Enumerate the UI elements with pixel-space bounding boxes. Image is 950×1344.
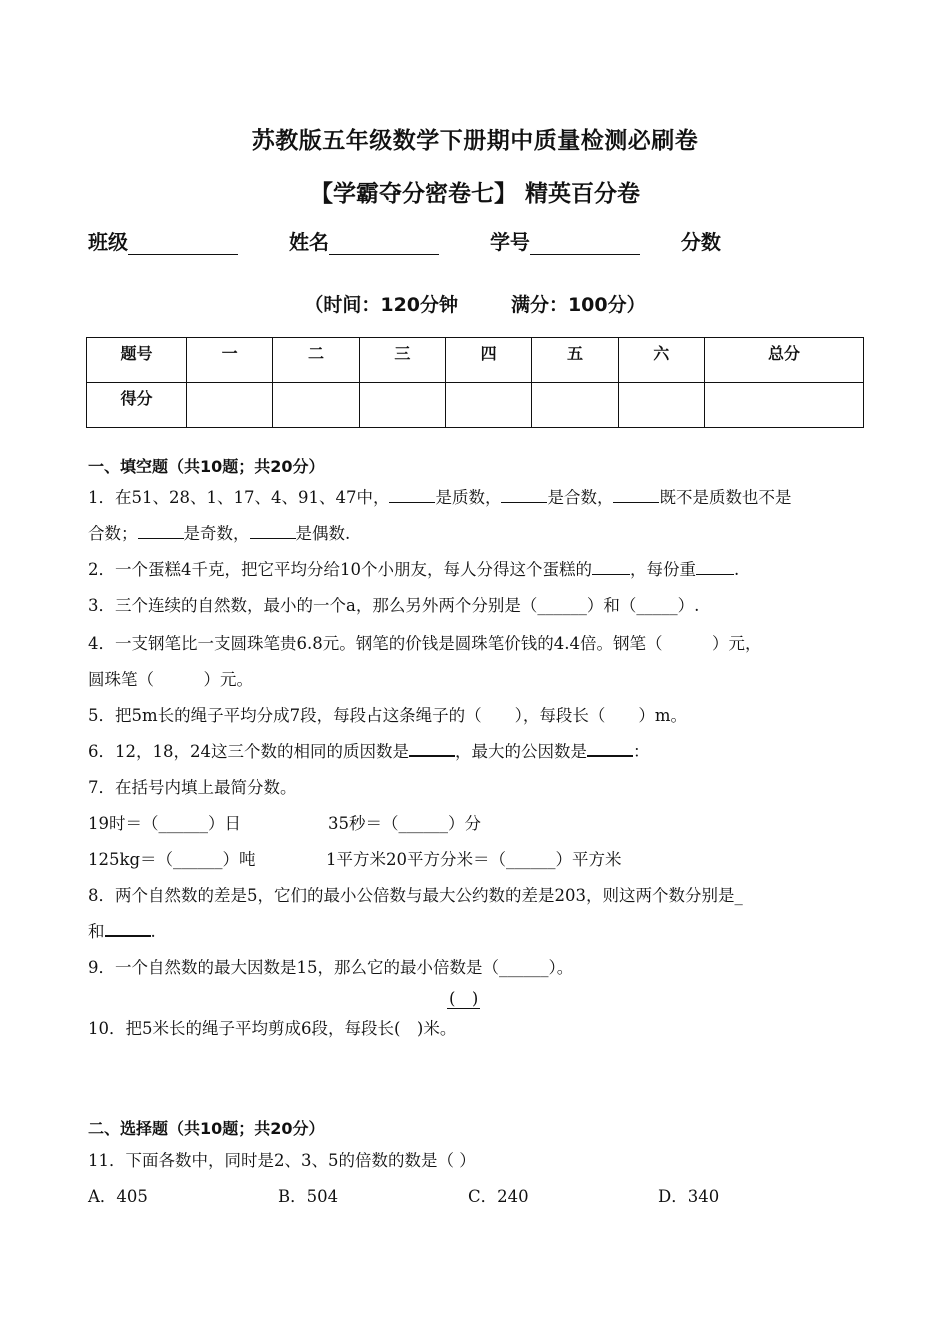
question-4: 4．一支钢笔比一支圆珠笔贵6.8元。钢笔的价钱是圆珠笔价钱的4.4倍。钢笔（ ）元，	[88, 634, 762, 653]
q1-text: 是合数，	[547, 488, 614, 507]
q1-text: 是质数，	[435, 488, 502, 507]
q7-item: 19时＝（______）日	[88, 814, 241, 833]
option-d[interactable]: D．340	[658, 1187, 720, 1206]
id-blank[interactable]	[530, 234, 640, 255]
question-9: 9．一个自然数的最大因数是15，那么它的最小倍数是（______）。	[88, 958, 574, 977]
q10-text: 米。	[423, 1019, 457, 1038]
q1-blank[interactable]	[250, 522, 296, 539]
question-1-cont	[88, 516, 868, 552]
name-label: 姓名	[288, 230, 329, 254]
score-table	[86, 337, 864, 428]
q1-blank[interactable]	[501, 486, 547, 503]
q1-blank[interactable]	[389, 486, 435, 503]
score-table-header-row	[87, 338, 864, 383]
q1-text: 合数；	[88, 524, 138, 543]
q2-blank[interactable]	[696, 558, 734, 575]
q6-text: ：	[633, 742, 650, 761]
q8-text: .	[150, 922, 156, 941]
q1-blank[interactable]	[613, 486, 659, 503]
q7-item: 35秒＝（______）分	[328, 814, 481, 833]
q1-blank[interactable]	[138, 522, 184, 539]
q8-blank[interactable]	[105, 919, 151, 937]
question-3: 3．三个连续的自然数，最小的一个a，那么另外两个分别是（______）和（_____）.	[88, 596, 700, 615]
question-7-row1	[88, 806, 868, 842]
question-7: 7．在括号内填上最简分数。	[88, 778, 297, 797]
question-7-row2	[88, 842, 868, 878]
q10-numerator[interactable]: ( )	[449, 989, 479, 1008]
score-cell[interactable]	[273, 383, 359, 428]
score-cell[interactable]	[532, 383, 618, 428]
score-label: 分数	[680, 230, 721, 254]
q1-text: 是奇数，	[183, 524, 250, 543]
q2-text: ，每份重	[630, 560, 696, 579]
page-subtitle: 【学霸夺分密卷七】 精英百分卷	[309, 181, 640, 207]
score-cell[interactable]	[704, 383, 863, 428]
score-cell[interactable]	[445, 383, 531, 428]
q10-denominator[interactable]: ( )	[394, 1019, 424, 1038]
question-6	[88, 734, 868, 770]
section2-title: 二、选择题（共10题；共20分）	[88, 1119, 325, 1138]
section1-title: 一、填空题（共10题；共20分）	[88, 457, 325, 476]
student-info-line	[88, 226, 721, 255]
header-cell: 五	[532, 338, 618, 383]
question-5: 5．把5m长的绳子平均分成7段，每段占这条绳子的（ ），每段长（ ）m。	[88, 706, 688, 725]
question-1	[88, 480, 868, 516]
score-cell[interactable]	[618, 383, 704, 428]
header-cell: 题号	[87, 338, 187, 383]
q2-text: 2．一个蛋糕4千克，把它平均分给10个小朋友，每人分得这个蛋糕的	[88, 560, 592, 579]
header-cell: 三	[359, 338, 445, 383]
q6-text: 6．12，18，24这三个数的相同的质因数是	[88, 742, 409, 761]
page-title: 苏教版五年级数学下册期中质量检测必刷卷	[251, 128, 699, 154]
q2-text: .	[734, 560, 740, 579]
id-label: 学号	[489, 230, 530, 254]
header-cell: 六	[618, 338, 704, 383]
option-b[interactable]: B．504	[278, 1187, 339, 1206]
exam-meta	[0, 290, 950, 317]
question-8: 8．两个自然数的差是5，它们的最小公倍数与最大公约数的差是203，则这两个数分别是_	[88, 886, 743, 905]
q2-blank[interactable]	[592, 558, 630, 575]
row-label-cell: 得分	[87, 383, 187, 428]
question-2	[88, 552, 868, 588]
exam-full-score: 满分：100分）	[510, 294, 646, 316]
header-cell: 二	[273, 338, 359, 383]
question-11-options	[88, 1179, 868, 1215]
header-cell: 一	[187, 338, 273, 383]
question-11: 11．下面各数中，同时是2、3、5的倍数的数是（ ）	[88, 1151, 476, 1170]
header-cell: 四	[445, 338, 531, 383]
class-label: 班级	[88, 230, 128, 254]
score-cell[interactable]	[359, 383, 445, 428]
option-c[interactable]: C．240	[468, 1187, 529, 1206]
q7-item: 1平方米20平方分米＝（______）平方米	[326, 850, 622, 869]
name-blank[interactable]	[329, 234, 439, 255]
class-blank[interactable]	[128, 234, 238, 255]
question-10	[88, 1011, 868, 1047]
score-table-score-row	[87, 383, 864, 428]
q7-item: 125kg＝（______）吨	[88, 850, 256, 869]
q1-text: 是偶数.	[295, 524, 351, 543]
q6-blank[interactable]	[409, 739, 455, 757]
q6-text: ，最大的公因数是	[455, 742, 587, 761]
q8-text: 和	[88, 922, 105, 941]
question-4-cont: 圆珠笔（ ）元。	[88, 670, 253, 689]
question-8-cont	[88, 914, 868, 950]
q10-fraction	[447, 990, 480, 1009]
option-a[interactable]: A．405	[88, 1187, 148, 1206]
q6-blank[interactable]	[587, 739, 633, 757]
score-cell[interactable]	[187, 383, 273, 428]
q1-text: 1．在51、28、1、17、4、91、47中，	[88, 488, 390, 507]
exam-time: （时间：120分钟	[304, 294, 459, 316]
q1-text: 既不是质数也不是	[659, 488, 792, 507]
header-cell: 总分	[704, 338, 863, 383]
q10-text: 10．把5米长的绳子平均剪成6段，每段长	[88, 1019, 394, 1038]
